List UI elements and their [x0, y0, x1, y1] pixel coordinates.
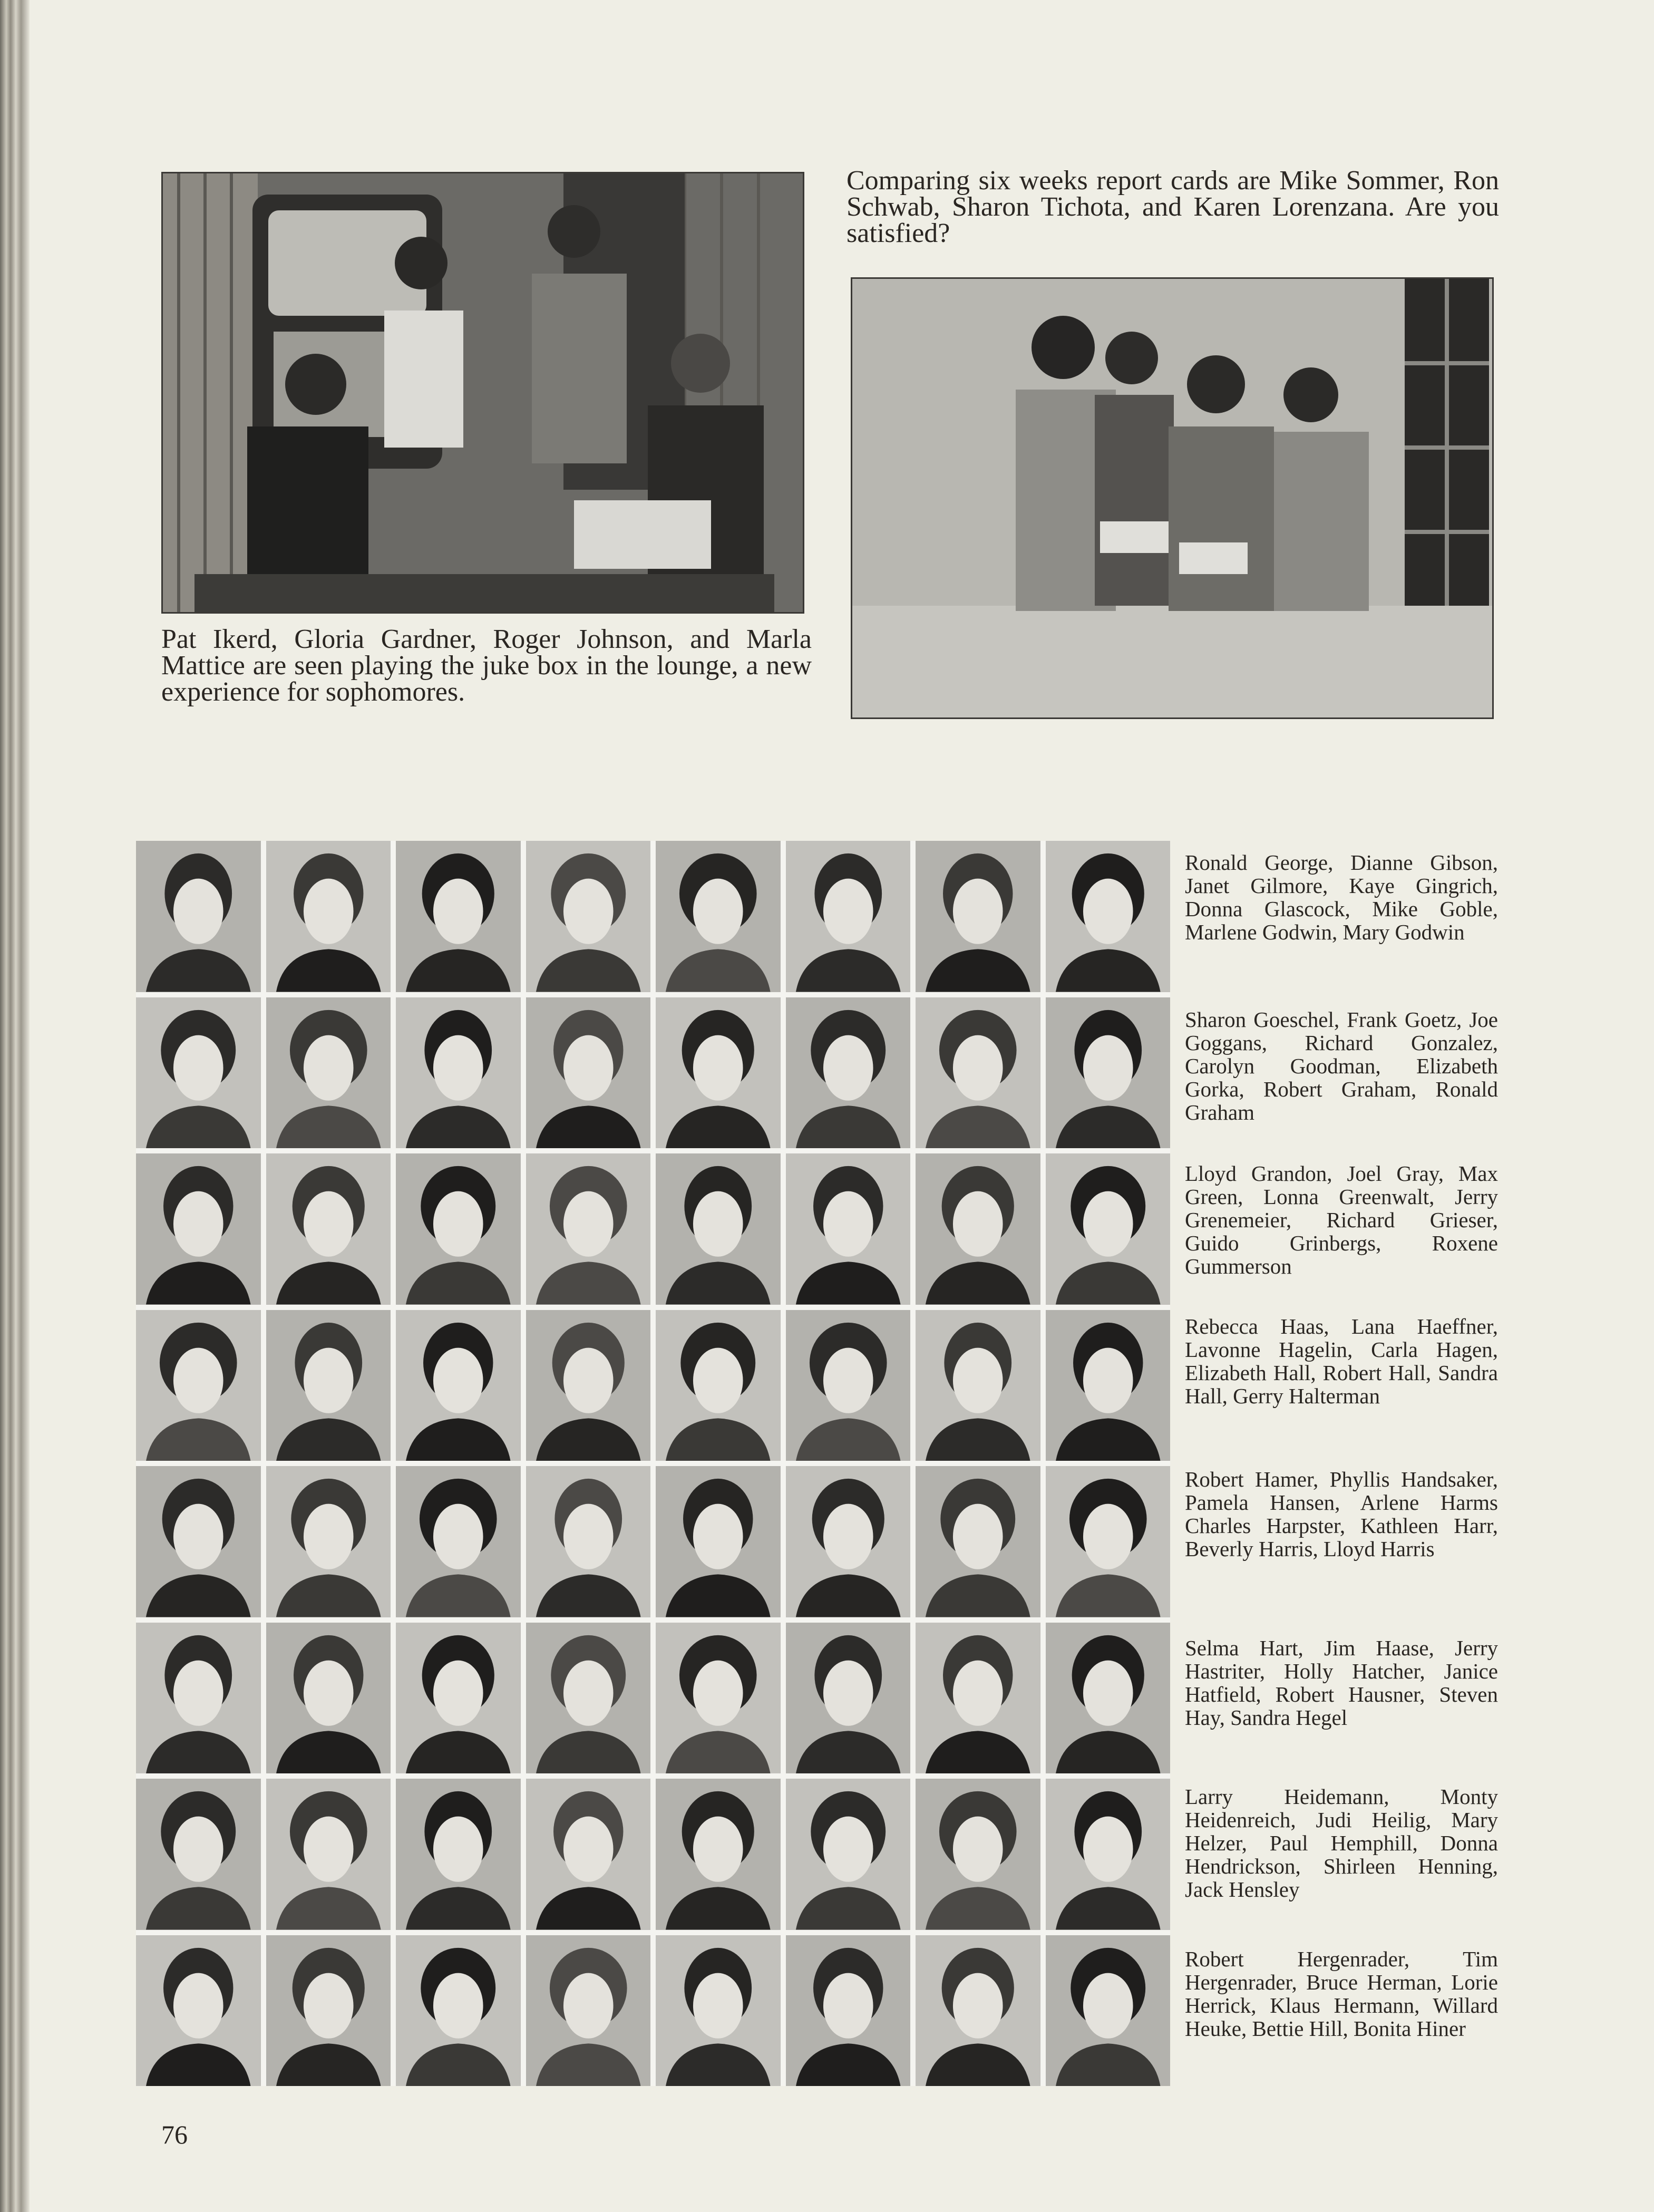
row-6-names: Selma Hart, Jim Haase, Jerry Hastriter, Holly Hatcher, Janice Hatfield, Robert Hausner, Steven Hay, Sandra Hegel — [1185, 1636, 1498, 1730]
portrait-photo — [916, 841, 1040, 992]
portrait-photo — [396, 1623, 521, 1774]
report-cards-photo-caption: Comparing six weeks report cards are Mike Sommer, Ron Schwab, Sharon Tichota, and Karen Lorenzana. Are you satisfied? — [847, 166, 1499, 248]
portrait-photo — [656, 1153, 781, 1305]
portrait-photo — [396, 1935, 521, 2087]
portrait-photo — [916, 1310, 1040, 1461]
portrait-photo — [916, 1153, 1040, 1305]
portrait-photo — [916, 1779, 1040, 1930]
row-4-names: Rebecca Haas, Lana Haeffner, Lavonne Hagelin, Carla Hagen, Elizabeth Hall, Robert Hall, Sandra Hall, Gerry Halterman — [1185, 1314, 1498, 1408]
portrait-photo — [526, 997, 651, 1149]
portrait-photo — [526, 1153, 651, 1305]
portrait-photo — [526, 1935, 651, 2087]
portrait-photo — [916, 1623, 1040, 1774]
portrait-photo — [136, 1466, 261, 1617]
portrait-photo — [266, 997, 391, 1149]
portrait-photo — [786, 1623, 911, 1774]
portrait-photo — [656, 1466, 781, 1617]
jukebox-lounge-photo — [161, 172, 804, 614]
portrait-photo — [396, 997, 521, 1149]
portrait-photo — [396, 1153, 521, 1305]
portrait-photo — [1046, 1623, 1171, 1774]
portrait-photo — [786, 1779, 911, 1930]
portrait-photo — [266, 1623, 391, 1774]
portrait-photo — [136, 1153, 261, 1305]
portrait-photo — [1046, 997, 1171, 1149]
portrait-photo — [786, 1153, 911, 1305]
portrait-photo — [656, 997, 781, 1149]
portrait-photo — [396, 841, 521, 992]
portrait-photo — [396, 1779, 521, 1930]
portrait-photo — [136, 1779, 261, 1930]
portrait-photo — [656, 1935, 781, 2087]
portrait-photo — [1046, 1310, 1171, 1461]
jukebox-photo-caption: Pat Ikerd, Gloria Gardner, Roger Johnson, and Marla Mattice are seen playing the juke box in the lounge, a new experience for sophomores. — [161, 624, 812, 707]
portrait-photo — [526, 1466, 651, 1617]
portrait-photo — [1046, 1153, 1171, 1305]
row-2-names: Sharon Goeschel, Frank Goetz, Joe Goggans, Richard Gonzalez, Carolyn Goodman, Elizabeth Gorka, Robert Graham, Ronald Graham — [1185, 1007, 1498, 1124]
portrait-photo — [136, 1623, 261, 1774]
portrait-photo — [526, 1779, 651, 1930]
portrait-photo — [656, 1779, 781, 1930]
portrait-photo — [1046, 841, 1171, 992]
row-1-names: Ronald George, Dianne Gibson, Janet Gilmore, Kaye Gingrich, Donna Glascock, Mike Goble, Marlene Godwin, Mary Godwin — [1185, 850, 1498, 944]
portrait-photo — [396, 1466, 521, 1617]
portrait-photo — [1046, 1779, 1171, 1930]
portrait-photo — [916, 997, 1040, 1149]
portrait-photo — [656, 1623, 781, 1774]
portrait-grid — [136, 841, 1170, 2086]
book-binding-edge — [0, 0, 30, 2212]
portrait-photo — [916, 1935, 1040, 2087]
portrait-photo — [656, 841, 781, 992]
portrait-photo — [136, 1935, 261, 2087]
row-3-names: Lloyd Grandon, Joel Gray, Max Green, Lonna Greenwalt, Jerry Grenemeier, Richard Grieser, Guido Grinbergs, Roxene Gummerson — [1185, 1161, 1498, 1278]
portrait-photo — [136, 1310, 261, 1461]
portrait-photo — [266, 1310, 391, 1461]
portrait-photo — [266, 841, 391, 992]
portrait-photo — [396, 1310, 521, 1461]
row-7-names: Larry Heidemann, Monty Heidenreich, Judi Heilig, Mary Helzer, Paul Hemphill, Donna Hendrickson, Shirleen Henning, Jack Hensley — [1185, 1784, 1498, 1901]
portrait-photo — [786, 997, 911, 1149]
report-cards-photo — [851, 277, 1494, 719]
portrait-photo — [1046, 1466, 1171, 1617]
portrait-photo — [786, 1935, 911, 2087]
portrait-photo — [916, 1466, 1040, 1617]
portrait-photo — [266, 1466, 391, 1617]
row-8-names: Robert Hergenrader, Tim Hergenrader, Bruce Herman, Lorie Herrick, Klaus Hermann, Willard Heuke, Bettie Hill, Bonita Hiner — [1185, 1947, 1498, 2041]
portrait-photo — [526, 841, 651, 992]
portrait-photo — [1046, 1935, 1171, 2087]
portrait-photo — [786, 841, 911, 992]
page-number: 76 — [161, 2120, 188, 2149]
portrait-photo — [266, 1153, 391, 1305]
portrait-photo — [136, 841, 261, 992]
portrait-photo — [526, 1310, 651, 1461]
portrait-photo — [266, 1935, 391, 2087]
portrait-photo — [136, 997, 261, 1149]
portrait-photo — [786, 1466, 911, 1617]
portrait-photo — [266, 1779, 391, 1930]
portrait-photo — [526, 1623, 651, 1774]
row-5-names: Robert Hamer, Phyllis Handsaker, Pamela Hansen, Arlene Harms Charles Harpster, Kathleen Harr, Beverly Harris, Lloyd Harris — [1185, 1467, 1498, 1561]
portrait-photo — [656, 1310, 781, 1461]
portrait-photo — [786, 1310, 911, 1461]
